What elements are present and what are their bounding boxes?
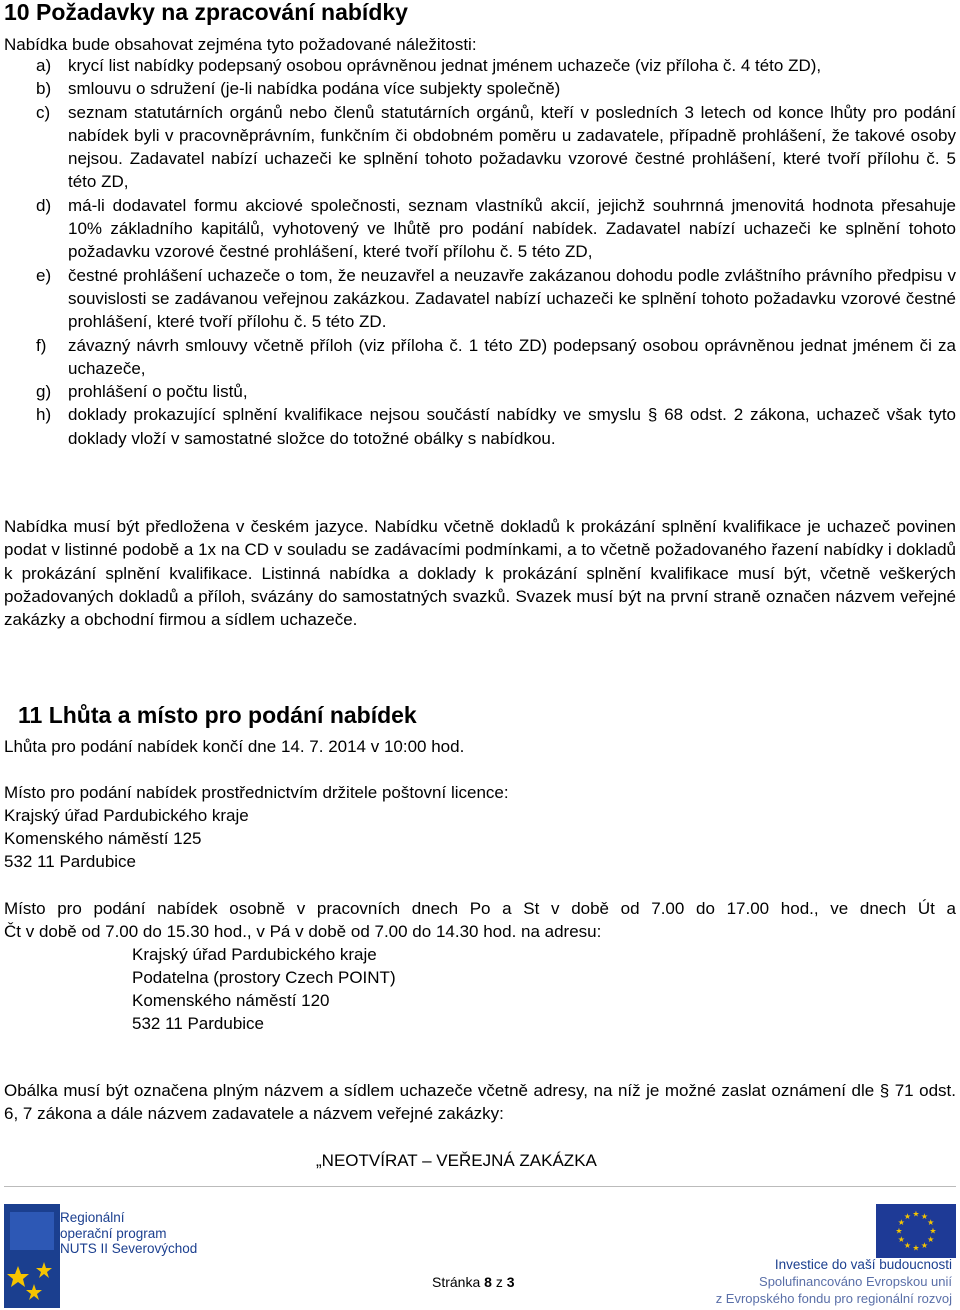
requirement-text: krycí list nabídky podepsaný osobou oprávněnou jednat jménem uchazeče (viz příloha č. 4 této ZD), [68, 56, 822, 75]
requirement-marker: d) [36, 195, 52, 215]
deadline-text: Lhůta pro podání nabídek končí dne 14. 7. 2014 v 10:00 hod. [4, 737, 465, 756]
requirement-item [4, 77, 956, 100]
eu-star-icon: ★ [920, 1211, 929, 1221]
page-number [432, 1274, 515, 1290]
eu-star-icon: ★ [920, 1241, 929, 1251]
section-10-heading: 10 Požadavky na zpracování nabídky [4, 0, 408, 25]
requirement-marker: g) [36, 382, 52, 402]
section-10-intro: Nabídka bude obsahovat zejména tyto požadované náležitosti: [4, 35, 477, 54]
eu-star-icon: ★ [927, 1218, 935, 1227]
requirement-text: má-li dodavatel formu akciové společnosti, seznam vlastníků akcií, jejichž souhrnná jmenovitá hodnota přesahuje 10% základního kapitálů, vyhotovený ve lhůtě pro podání nabídek. Zadavatel nabízí uchazeči ke splnění tohoto požadavku vzorové čestné prohlášení, které tvoří přílohu č. 5 této ZD, [68, 195, 956, 262]
eu-logo-text [716, 1256, 952, 1307]
requirement-marker: e) [36, 265, 52, 285]
requirement-text: doklady prokazující splnění kvalifikace nejsou součástí nabídky ve smyslu § 68 odst. 2 zákona, uchazeč však tyto doklady vloží v samostatné složce do totožné obálky s nabídkou. [68, 405, 956, 448]
requirement-text: smlouvu o sdružení (je-li nabídka podána více subjekty společně) [68, 79, 561, 99]
requirement-text: čestné prohlášení uchazeče o tom, že neuzavřel a neuzavře zakázanou dohodu podle zvláštního právního předpisu v souvislosti se zadávanou veřejnou zakázkou. Zadavatel nabízí uchazeči ke splnění tohoto požadavku vzorové čestné prohlášení, které tvoří přílohu č. 5 této ZD. [68, 265, 956, 332]
requirement-marker: f) [36, 335, 47, 355]
requirement-item [4, 194, 956, 264]
rop-logo [4, 1204, 204, 1308]
personal-address-line: Podatelna (prostory Czech POINT) [132, 968, 396, 987]
eu-flag-icon [876, 1204, 956, 1258]
eu-logo-line: Spolufinancováno Evropskou unií [759, 1274, 952, 1289]
requirement-item [4, 403, 956, 450]
rop-logo-line: NUTS II Severovýchod [60, 1241, 198, 1256]
requirement-marker: b) [36, 79, 52, 99]
postal-address-line: 532 11 Pardubice [4, 852, 137, 871]
requirement-item [4, 334, 956, 381]
eu-star-icon: ★ [927, 1235, 935, 1244]
page-label: Stránka [432, 1274, 481, 1290]
eu-star-icon: ★ [897, 1235, 905, 1244]
page-current: 8 [484, 1274, 492, 1290]
rop-logo-icon [4, 1204, 60, 1308]
requirement-marker: a) [36, 56, 52, 75]
postal-address-line: Krajský úřad Pardubického kraje [4, 806, 249, 825]
envelope-label: „NEOTVÍRAT – VEŘEJNÁ ZAKÁZKA [316, 1151, 597, 1170]
personal-intro-line-1: Místo pro podání nabídek osobně v pracovních dnech Po a St v době od 7.00 do 17.00 hod., ve dnech Út a [4, 899, 956, 918]
personal-intro-line-2: Čt v době od 7.00 do 15.30 hod., v Pá v době od 7.00 do 14.30 hod. na adresu: [4, 922, 602, 941]
postal-address-line: Komenského náměstí 125 [4, 829, 202, 848]
eu-star-icon: ★ [912, 1243, 920, 1253]
rop-logo-line: operační program [60, 1225, 167, 1241]
eu-logo [715, 1204, 956, 1308]
rop-logo-line: Regionální [60, 1210, 125, 1225]
eu-star-icon: ★ [903, 1241, 912, 1251]
personal-address-line: Krajský úřad Pardubického kraje [132, 945, 377, 964]
footer-divider [4, 1186, 956, 1187]
personal-address-line: 532 11 Pardubice [132, 1014, 265, 1033]
requirements-list [4, 54, 956, 450]
requirement-text: seznam statutárních orgánů nebo členů statutárních orgánů, kteří v posledních 3 letech od konce lhůty pro podání nabídek byli v pracovněprávním, funkčním či obdobném poměru u zadavatele, případně prohlášení, že takové osoby nejsou. Zadavatel nabízí uchazeči ke splnění tohoto požadavku vzorové čestné prohlášení, které tvoří přílohu č. 5 této ZD, [68, 102, 956, 192]
eu-logo-line: z Evropského fondu pro regionální rozvoj [715, 1291, 952, 1306]
requirement-text: prohlášení o počtu listů, [68, 382, 248, 402]
rop-logo-text [60, 1210, 197, 1257]
eu-star-icon: ★ [903, 1211, 912, 1221]
requirement-item [4, 101, 956, 194]
requirement-item [4, 264, 956, 334]
postal-intro: Místo pro podání nabídek prostřednictvím držitele poštovní licence: [4, 783, 509, 802]
eu-star-icon: ★ [912, 1209, 920, 1219]
eu-star-icon: ★ [895, 1226, 903, 1236]
requirement-marker: h) [36, 405, 52, 425]
requirement-text: závazný návrh smlouvy včetně příloh (viz příloha č. 1 této ZD) podepsaný osobou oprávněnou jednat jménem či za uchazeče, [68, 335, 956, 378]
requirement-marker: c) [36, 102, 51, 122]
requirement-item [4, 54, 956, 77]
eu-star-icon: ★ [897, 1218, 905, 1227]
section-11-heading: 11 Lhůta a místo pro podání nabídek [18, 702, 417, 728]
page-total: 3 [506, 1274, 515, 1290]
language-paragraph: Nabídka musí být předložena v českém jazyce. Nabídku včetně dokladů k prokázání splnění kvalifikace je uchazeč povinen podat v listinné podobě a 1x na CD v souladu se zadávacími podmínkami, a to včetně požadovaného řazení nabídky i dokladů k prokázání splnění kvalifikace. Listinná nabídka a doklady k prokázání splnění kvalifikace musí být, včetně veškerých požadovaných dokladů a příloh, svázány do samostatných svazků. Svazek musí být na první straně označen názvem veřejné zakázky a obchodní firmou a sídlem uchazeče. [4, 517, 956, 630]
eu-logo-line: Investice do vaší budoucnosti [774, 1257, 952, 1272]
eu-star-icon: ★ [929, 1226, 937, 1236]
personal-address-line: Komenského náměstí 120 [132, 991, 330, 1010]
requirement-item [4, 380, 956, 403]
envelope-paragraph: Obálka musí být označena plným názvem a sídlem uchazeče včetně adresy, na níž je možné zaslat oznámení dle § 71 odst. 6, 7 zákona a dále názvem zadavatele a názvem veřejné zakázky: [4, 1081, 956, 1124]
page-sep: z [495, 1274, 503, 1290]
